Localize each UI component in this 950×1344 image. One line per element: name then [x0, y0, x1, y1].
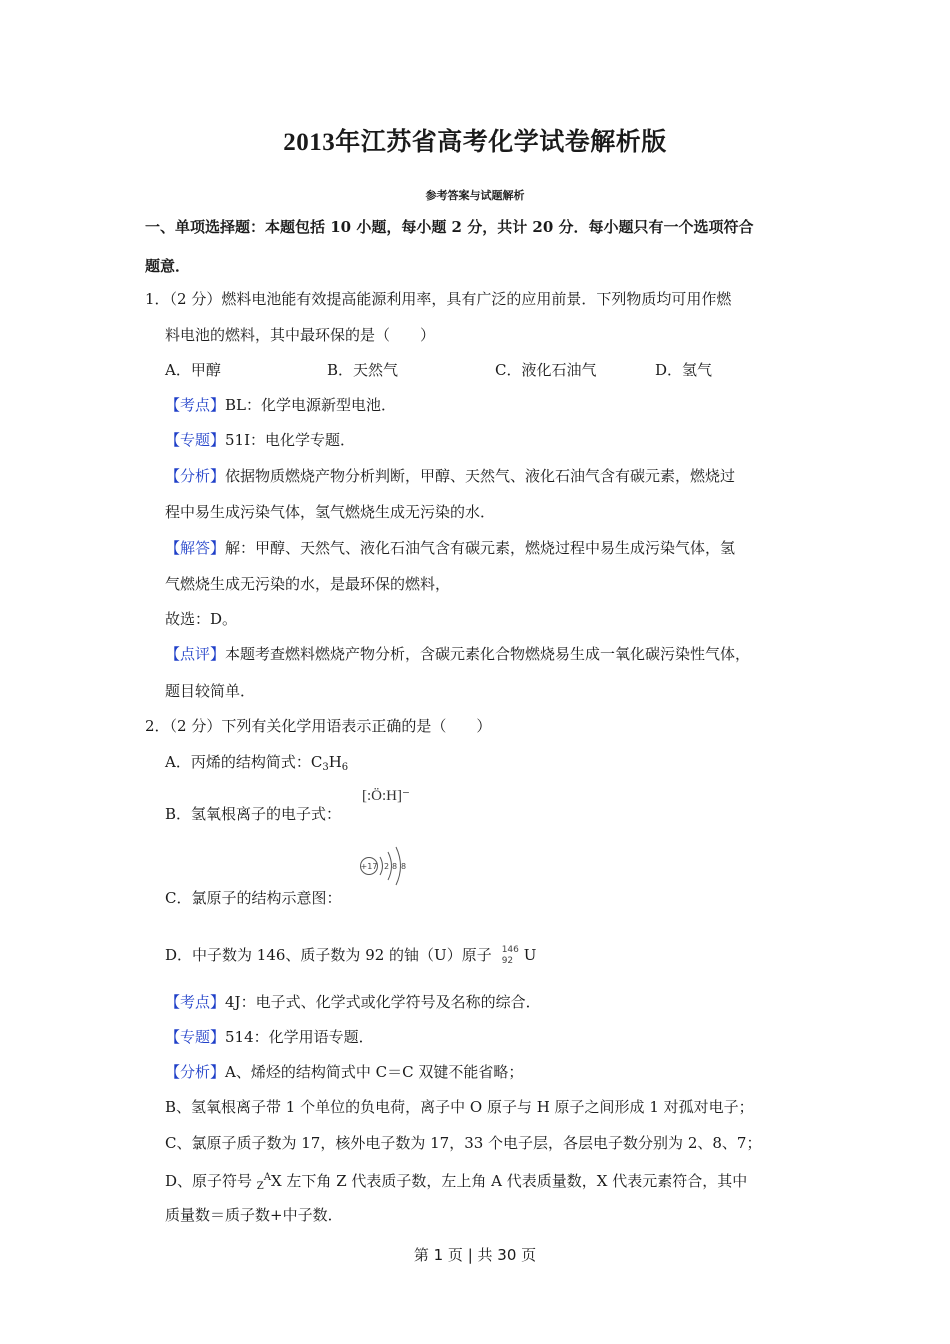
jieda-label: 【解答】 — [165, 539, 226, 557]
q1-dianping — [165, 644, 750, 664]
q2-analysis-c: C、氯原子质子数为 17，核外电子数为 17，33 个电子层，各层电子数分别为 2、8、7； — [165, 1134, 762, 1152]
q1-jieda-cont: 气燃烧生成无污染的水，是最环保的燃料， — [165, 575, 451, 593]
q2-stem: 2．（2 分）下列有关化学用语表示正确的是（ ） — [145, 717, 492, 735]
q1-kaodian — [165, 395, 396, 415]
kaodian-text: BL：化学电源新型电池． — [225, 396, 397, 414]
chlorine-atom-structure-diagram — [358, 844, 418, 886]
svg-text:8: 8 — [392, 862, 398, 871]
kaodian-text: 4J：电子式、化学式或化学符号及名称的综合． — [225, 993, 541, 1011]
hydroxide-electron-formula: [:Ö:H]⁻ — [362, 788, 410, 804]
q2-analysis-d-cont: 质量数＝质子数+中子数． — [165, 1206, 343, 1224]
fenxi-text: 依据物质燃烧产物分析判断，甲醇、天然气、液化石油气含有碳元素，燃烧过 — [225, 467, 736, 485]
subscript: 3 — [322, 762, 329, 773]
q1-stem: 1．（2 分）燃料电池能有效提高能源利用率，具有广泛的应用前景．下列物质均可用作燃 — [145, 290, 732, 308]
zhuanti-text: 514：化学用语专题． — [225, 1028, 374, 1046]
q2-option-d — [165, 945, 536, 966]
zhuanti-label: 【专题】 — [165, 1028, 226, 1046]
uranium-nuclide-symbol — [502, 946, 524, 966]
zhuanti-text: 51I：电化学专题． — [225, 431, 356, 449]
q1-option-a: A．甲醇 — [165, 361, 221, 379]
fenxi-label: 【分析】 — [165, 1063, 226, 1081]
svg-text:8: 8 — [401, 862, 407, 871]
q1-fenxi — [165, 466, 735, 486]
fenxi-text: A、烯烃的结构简式中 C＝C 双键不能省略； — [225, 1063, 524, 1081]
q1-fenxi-cont: 程中易生成污染气体，氢气燃烧生成无污染的水． — [165, 503, 496, 521]
section-heading-cont: 题意． — [145, 257, 191, 275]
section-heading: 一、单项选择题：本题包括 10 小题，每小题 2 分，共计 20 分．每小题只有一个选项符合 — [145, 218, 754, 236]
q2-analysis-d — [165, 1168, 747, 1197]
q1-option-b: B．天然气 — [327, 361, 399, 379]
q1-option-d: D．氢气 — [655, 361, 713, 379]
element-symbol: U — [523, 946, 537, 964]
kaodian-label: 【考点】 — [165, 396, 226, 414]
dianping-label: 【点评】 — [165, 645, 226, 663]
q2-fenxi — [165, 1062, 523, 1082]
page-footer: 第 1 页 | 共 30 页 — [413, 1246, 537, 1264]
subscript-z: Z — [256, 1181, 264, 1192]
page-subtitle: 参考答案与试题解析 — [425, 189, 525, 202]
dianping-text: 本题考查燃料燃烧产物分析，含碳元素化合物燃烧易生成一氧化碳污染性气体， — [225, 645, 751, 663]
q1-dianping-cont: 题目较简单． — [165, 682, 256, 700]
mass-number: 146 — [501, 945, 519, 955]
svg-text:+17: +17 — [360, 862, 378, 871]
q2-zhuanti — [165, 1027, 374, 1047]
analysis-d-prefix: D、原子符号 — [165, 1172, 257, 1190]
q2-kaodian — [165, 992, 541, 1012]
option-a-text: A．丙烯的结构简式：C — [165, 753, 323, 771]
q2-option-a — [165, 752, 348, 778]
q2-option-c: C．氯原子的结构示意图： — [165, 889, 342, 907]
subscript: 6 — [341, 762, 349, 773]
fenxi-label: 【分析】 — [165, 467, 226, 485]
superscript-a: A — [263, 1172, 271, 1183]
kaodian-label: 【考点】 — [165, 993, 226, 1011]
q1-option-c: C．液化石油气 — [495, 361, 597, 379]
formula-h: H — [328, 753, 342, 771]
page-title: 2013年江苏省高考化学试卷解析版 — [283, 129, 667, 156]
zhuanti-label: 【专题】 — [165, 431, 226, 449]
q1-answer: 故选：D。 — [165, 610, 238, 628]
option-d-text: D．中子数为 146、质子数为 92 的铀（U）原子 — [165, 946, 492, 964]
q2-analysis-b: B、氢氧根离子带 1 个单位的负电荷，离子中 O 原子与 H 原子之间形成 1 对孤对电子； — [165, 1098, 754, 1116]
q1-jieda — [165, 538, 735, 558]
jieda-text: 解：甲醇、天然气、液化石油气含有碳元素，燃烧过程中易生成污染气体，氢 — [225, 539, 736, 557]
svg-text:2: 2 — [384, 862, 390, 871]
atomic-number: 92 — [501, 956, 514, 966]
q2-option-b: B．氢氧根离子的电子式： — [165, 805, 342, 823]
q1-zhuanti — [165, 430, 355, 450]
analysis-d-text: X 左下角 Z 代表质子数，左上角 A 代表质量数，X 代表元素符合，其中 — [270, 1172, 748, 1190]
q1-stem-cont: 料电池的燃料，其中最环保的是（ ） — [165, 326, 436, 344]
